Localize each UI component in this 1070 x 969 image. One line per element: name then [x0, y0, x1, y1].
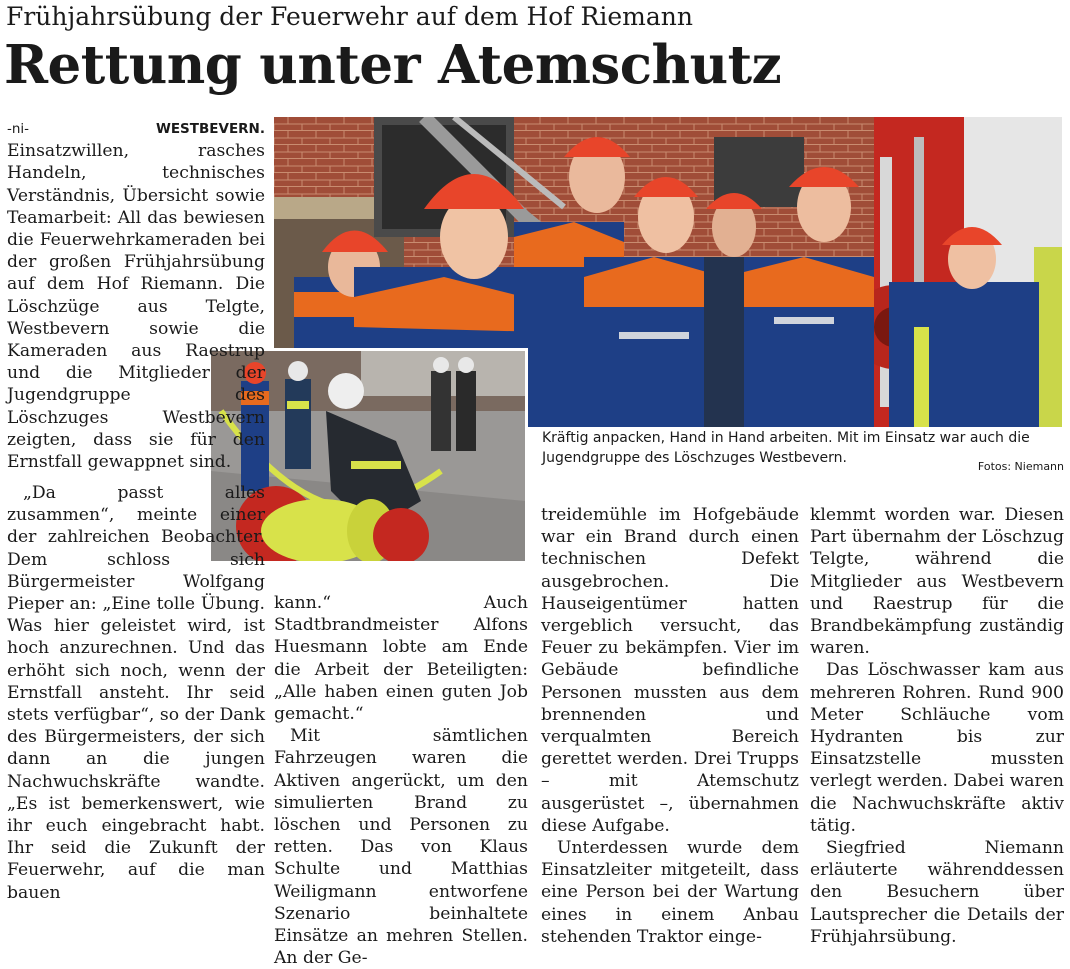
- column-3: [541, 504, 799, 948]
- article-kicker: Frühjahrsübung der Feuerwehr auf dem Hof Riemann: [6, 2, 693, 31]
- author-tag: -ni-: [7, 121, 30, 137]
- lead-paragraph: [7, 117, 265, 473]
- photo-credit: Fotos: Niemann: [977, 460, 1064, 473]
- column-4-paragraph-1: klemmt worden war. Diesen Part übernahm der Löschzug Telgte, während die Mitglieder aus Westbevern und Raestrup für die Brandbekämpfung zuständig waren.: [810, 505, 1064, 659]
- column-2-paragraph-2: Mit sämtlichen Fahrzeugen waren die Aktiven angerückt, um den simulierten Brand zu löschen und Personen zu retten. Das von Klaus Schulte und Matthias Weiligmann entworfene Szenario beinhaltete Einsätze an mehren Stellen. An der Ge-: [274, 726, 528, 969]
- column-1-top: [7, 117, 265, 473]
- column-1-paragraph-1: Einsatzwillen, rasches Handeln, technisches Verständnis, Übersicht sowie Teamarbeit: All das bewiesen die Feuerwehrkameraden bei der großen Frühjahrsübung auf dem Hof Riemann. Die Löschzüge aus Telgte, Westbevern sowie die Kameraden aus Raestrup und die Mitglieder der Jugendgruppe des Löschzuges Westbevern zeigten, dass sie für den Ernstfall gewappnet sind.: [7, 141, 265, 473]
- column-2-paragraph-1: kann.“ Auch Stadtbrandmeister Alfons Huesmann lobte am Ende die Arbeit der Beteiligten: „Alle haben einen guten Job gemacht.“: [274, 593, 528, 725]
- column-4: [810, 504, 1064, 948]
- column-1-paragraph-2: „Da passt alles zusammen“, meinte einer der zahlreichen Beobachter. Dem schloss sich Bürgermeister Wolfgang Pieper an: „Eine tolle Übung. Was hier geleistet wird, ist hoch anzurechnen. Und das erhöht sich noch, wenn der Ernstfall ansteht. Ihr seid stets verfügbar“, so der Dank des Bürgermeisters, der sich dann an die jungen Nachwuchskräfte wandte. „Es ist bemerkenswert, wie ihr euch eingebracht habt. Ihr seid die Zukunft der Feuerwehr, auf die man bauen: [7, 483, 265, 903]
- dateline: WESTBEVERN.: [155, 121, 265, 137]
- article-headline: Rettung unter Atemschutz: [4, 34, 782, 96]
- column-2: [274, 592, 528, 969]
- column-4-paragraph-3: Siegfried Niemann erläuterte währenddessen den Besuchern über Lautsprecher die Details der Frühjahrsübung.: [810, 838, 1064, 947]
- column-1-bottom: [7, 482, 265, 904]
- column-3-paragraph-2: Unterdessen wurde dem Einsatzleiter mitgeteilt, dass eine Person bei der Wartung eines in einem Anbau stehenden Traktor einge-: [541, 838, 799, 947]
- column-4-paragraph-2: Das Löschwasser kam aus mehreren Rohren. Rund 900 Meter Schläuche vom Hydranten bis zur Einsatzstelle mussten verlegt werden. Dabei waren die Nachwuchskräfte aktiv tätig.: [810, 660, 1064, 836]
- photo-caption: Kräftig anpacken, Hand in Hand arbeiten. Mit im Einsatz war auch die Jugendgruppe des Löschzuges Westbevern.: [542, 430, 1030, 466]
- column-3-paragraph-1: treidemühle im Hofgebäude war ein Brand durch einen technischen Defekt ausgebrochen. Die Hauseigentümer hatten vergeblich versucht, das Feuer zu bekämpfen. Vier im Gebäude befindliche Personen mussten aus dem brennenden und verqualmten Bereich gerettet werden. Drei Trupps – mit Atemschutz ausgerüstet –, übernahmen diese Aufgabe.: [541, 505, 799, 836]
